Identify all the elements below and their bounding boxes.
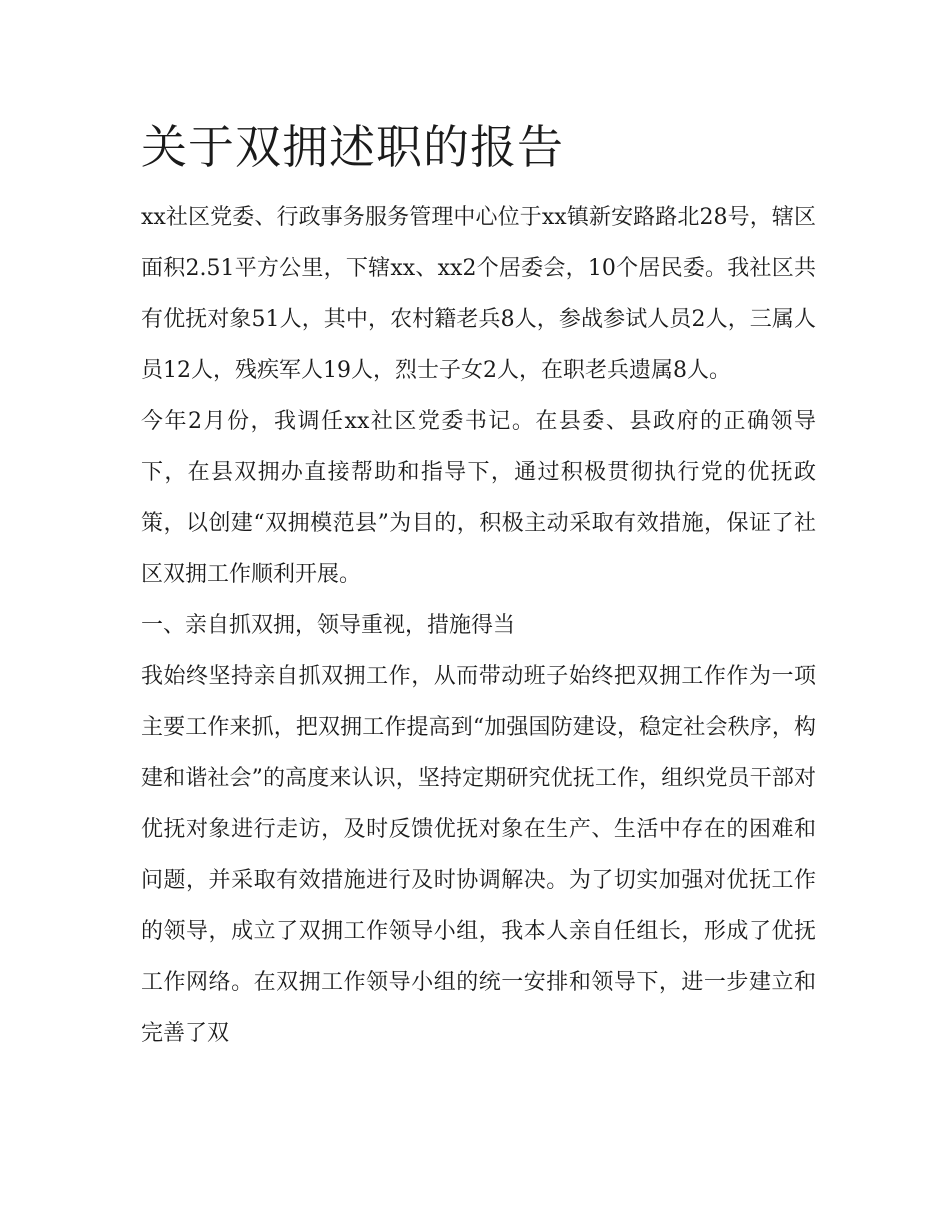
paragraph-leadership: 我始终坚持亲自抓双拥工作，从而带动班子始终把双拥工作作为一项主要工作来抓，把双拥工作提高到“加强国防建设，稳定社会秩序，构建和谐社会”的高度来认识，坚持定期研究优抚工作，组织党员干部对优抚对象进行走访，及时反馈优抚对象在生产、生活中存在的困难和问题，并采取有效措施进行及时协调解决。为了切实加强对优抚工作的领导，成立了双拥工作领导小组，我本人亲自任组长，形成了优抚工作网络。在双拥工作领导小组的统一安排和领导下，进一步建立和完善了双: [141, 664, 816, 1046]
paragraph-appointment: 今年2月份，我调任xx社区党委书记。在县委、县政府的正确领导下，在县双拥办直接帮助和指导下，通过积极贯彻执行党的优抚政策，以创建“双拥模范县”为目的，积极主动采取有效措施，保证了社区双拥工作顺利开展。: [141, 409, 816, 587]
section-heading-1: 一、亲自抓双拥，领导重视，措施得当: [141, 613, 516, 638]
paragraph-overview: xx社区党委、行政事务服务管理中心位于xx镇新安路路北28号，辖区面积2.51平方公里，下辖xx、xx2个居委会，10个居民委。我社区共有优抚对象51人，其中，农村籍老兵8人，参战参试人员2人，三属人员12人，残疾军人19人，烈士子女2人，在职老兵遗属8人。: [141, 205, 816, 383]
document-title: 关于双拥述职的报告: [141, 120, 564, 174]
document-body: [141, 112, 816, 1059]
